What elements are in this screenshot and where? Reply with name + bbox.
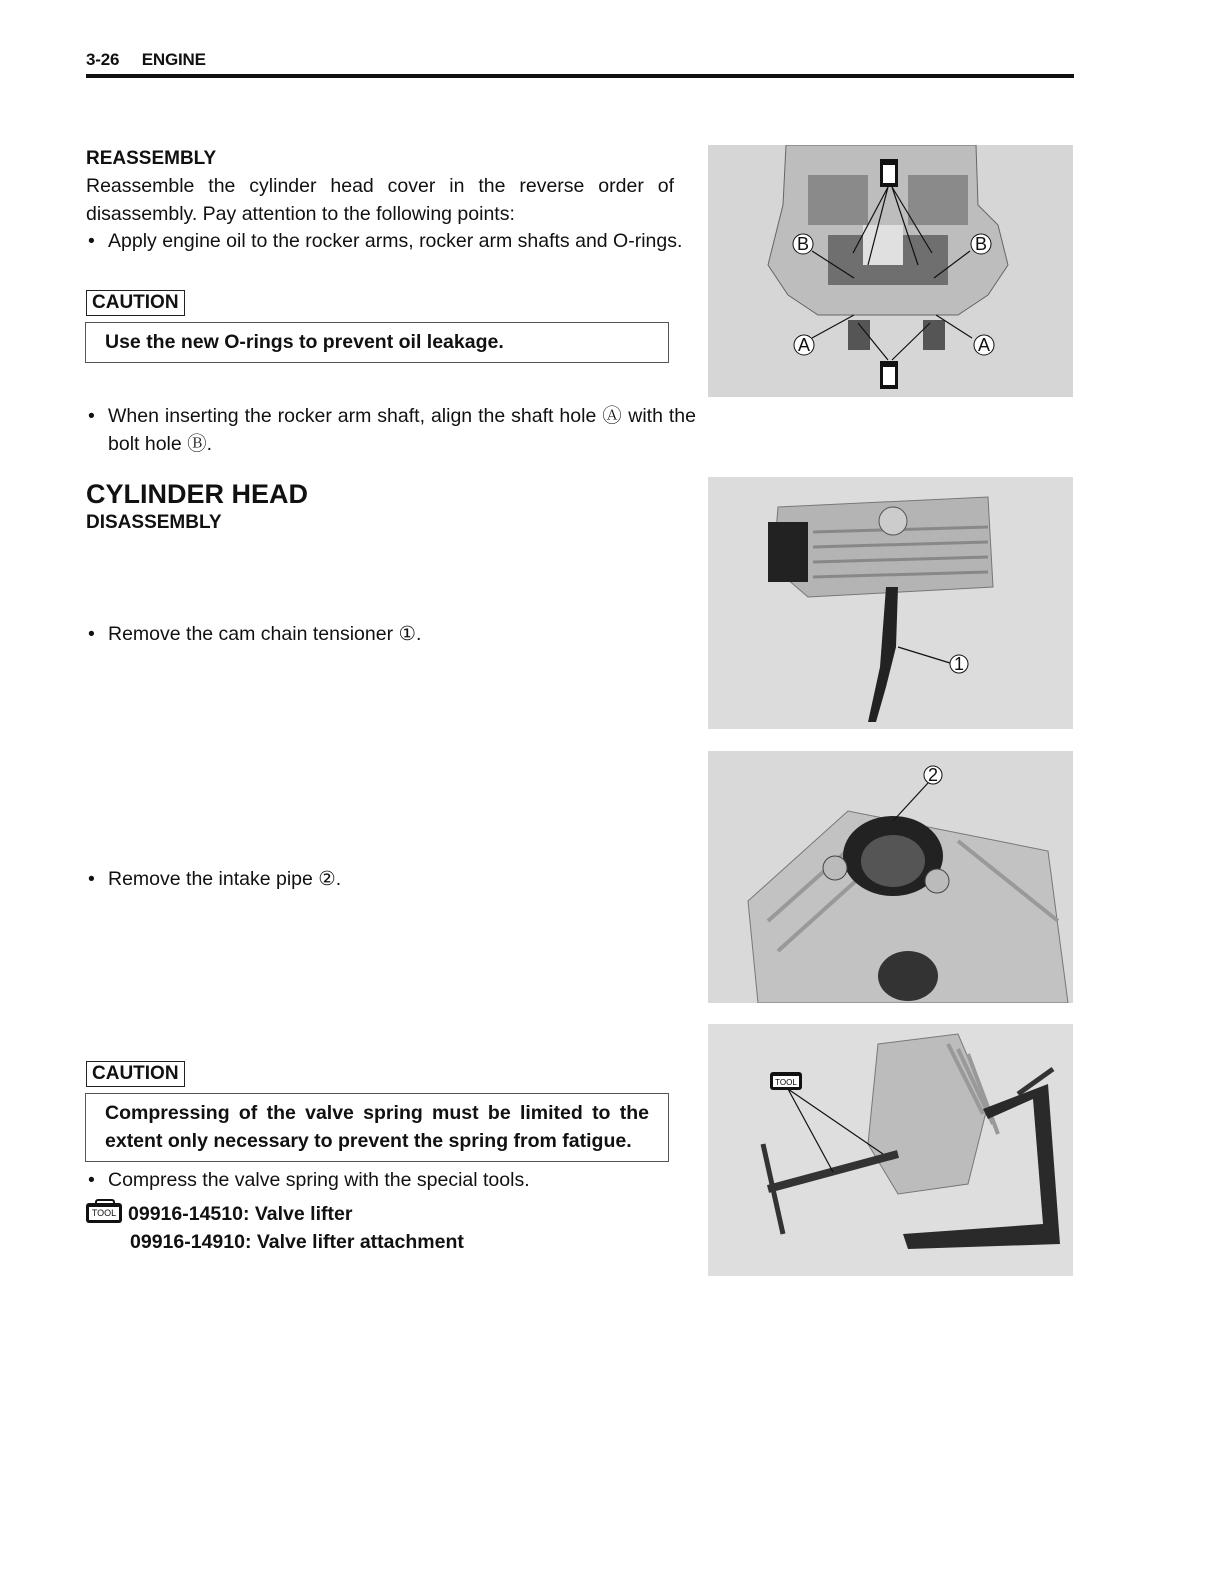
caution-label: CAUTION [86, 1061, 185, 1087]
reassembly-heading: REASSEMBLY [86, 148, 217, 169]
reassembly-intro: Reassemble the cylinder head cover in the reverse order of disassembly. Pay attention to the following points: [86, 175, 674, 225]
caution-box: Compressing of the valve spring must be limited to the extent only necessary to prevent the spring from fatigue. [85, 1093, 669, 1162]
step-cam-chain-tensioner: • Remove the cam chain tensioner ①. [86, 620, 696, 648]
page-header [86, 50, 206, 70]
tool-item: 09916-14910: Valve lifter attachment [130, 1231, 464, 1253]
section-title: ENGINE [141, 50, 206, 69]
caution-box: Use the new O-rings to prevent oil leakage. [85, 322, 669, 363]
callout-1-icon: 1 [953, 654, 965, 674]
step-compress-valve-spring: • Compress the valve spring with the special tools. [86, 1166, 696, 1194]
svg-text:TOOL: TOOL [775, 1078, 797, 1087]
figure-cam-chain-tensioner-photo [708, 477, 1073, 729]
figure-rocker-arm-photo [708, 145, 1073, 397]
header-rule [86, 74, 1074, 78]
tool-item: TOOL 09916-14510: Valve lifter [86, 1200, 464, 1228]
callout-2-icon: 2 [927, 765, 939, 785]
caution-label: CAUTION [86, 290, 185, 316]
tool-icon [770, 1072, 802, 1090]
section-heading: CYLINDER HEAD [86, 479, 309, 509]
page-number: 3-26 [86, 50, 120, 69]
figure-valve-lifter-photo [708, 1024, 1073, 1276]
tool-icon: TOOL [86, 1203, 122, 1223]
reassembly-bullet-shaft: • When inserting the rocker arm shaft, align the shaft hole Ⓐ with the bolt hole Ⓑ. [86, 402, 696, 458]
special-tools [86, 1200, 464, 1256]
svg-text:A: A [977, 335, 991, 355]
svg-text:B: B [796, 234, 810, 254]
reassembly-bullet-oil: • Apply engine oil to the rocker arms, rocker arm shafts and O-rings. [86, 227, 696, 255]
figure-intake-pipe-photo [708, 751, 1073, 1003]
svg-text:B: B [974, 234, 988, 254]
step-intake-pipe: • Remove the intake pipe ②. [86, 865, 696, 893]
disassembly-heading: DISASSEMBLY [86, 512, 222, 533]
svg-text:A: A [797, 335, 811, 355]
